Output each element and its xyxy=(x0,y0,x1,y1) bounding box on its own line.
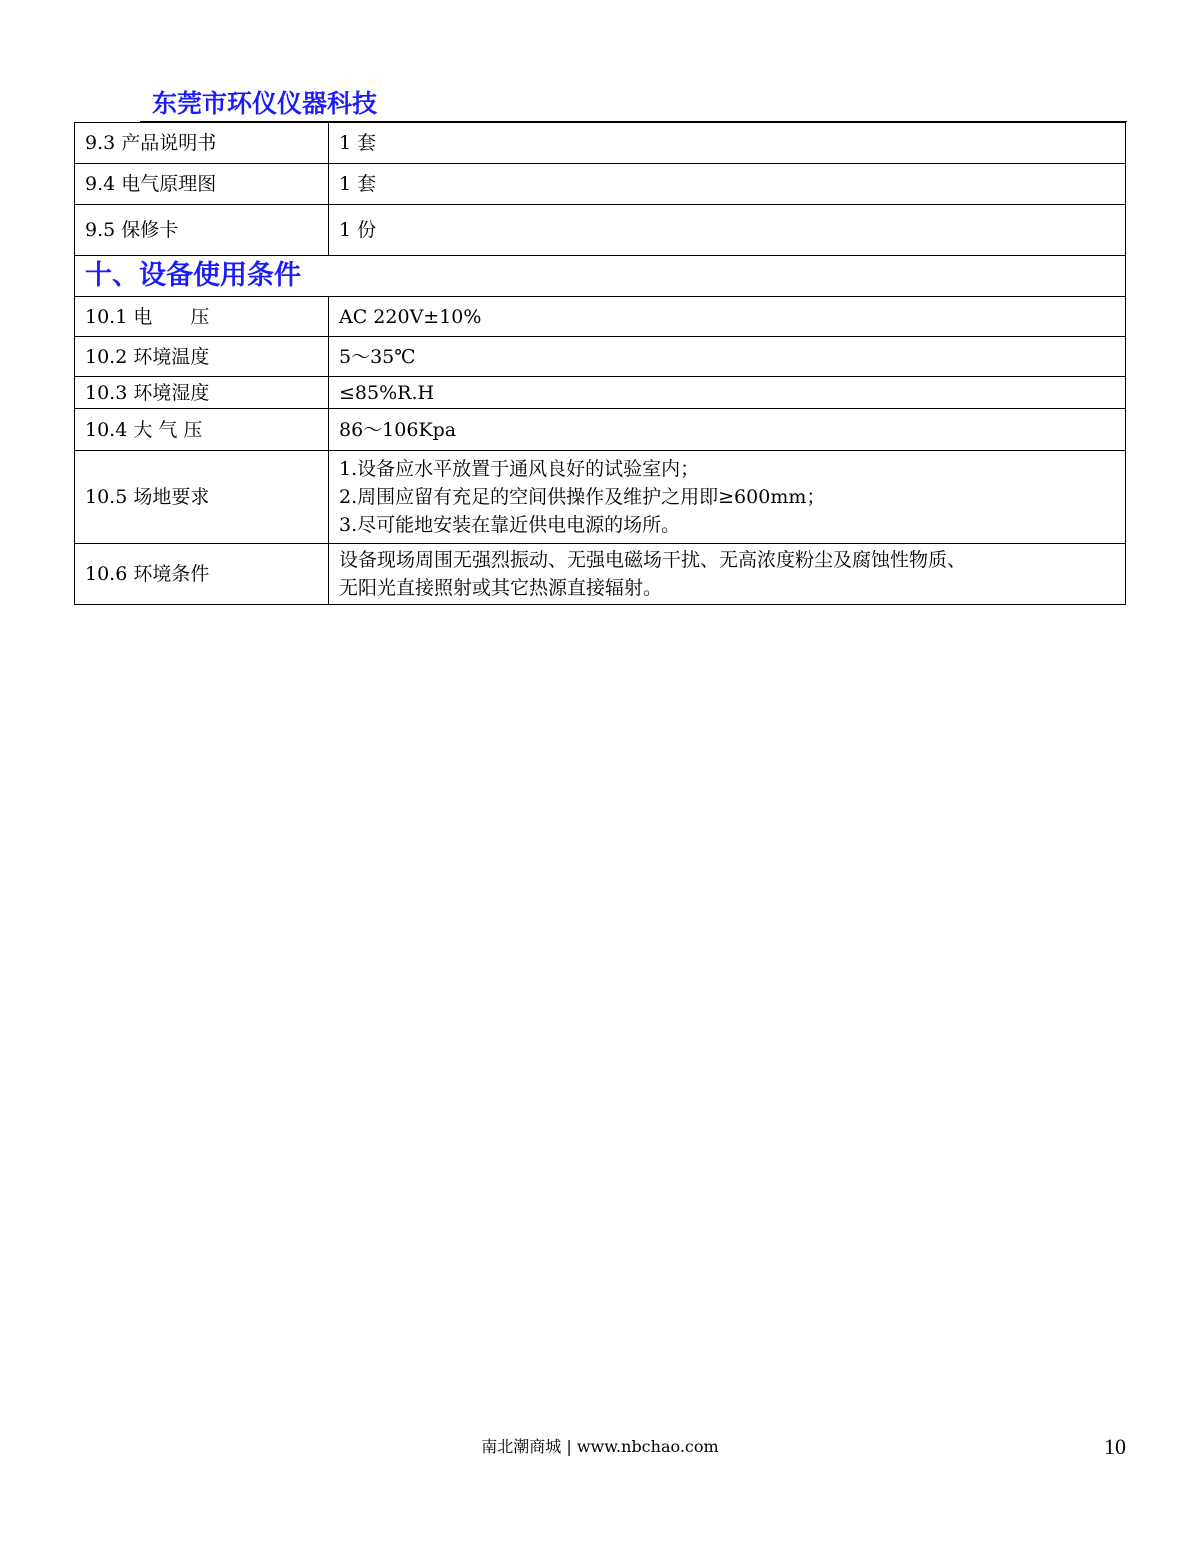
row-value: 1 套 xyxy=(329,123,1126,164)
table-row xyxy=(75,123,1126,164)
row-label: 10.3 环境湿度 xyxy=(75,377,329,409)
row-label: 10.4 大 气 压 xyxy=(75,409,329,451)
requirement-line: 2.周围应留有充足的空间供操作及维护之用即≥600mm； xyxy=(339,486,826,508)
page-number: 10 xyxy=(1104,1434,1126,1459)
row-label: 9.3 产品说明书 xyxy=(75,123,329,164)
spec-table xyxy=(74,122,1126,605)
row-label: 9.4 电气原理图 xyxy=(75,164,329,205)
row-value: 1 份 xyxy=(329,205,1126,256)
row-value: 1 套 xyxy=(329,164,1126,205)
environment-line: 无阳光直接照射或其它热源直接辐射。 xyxy=(339,577,663,599)
row-value: 86～106Kpa xyxy=(329,409,1126,451)
row-value: AC 220V±10% xyxy=(329,297,1126,337)
row-value xyxy=(329,544,1126,605)
row-value xyxy=(329,451,1126,544)
requirement-line: 1.设备应水平放置于通风良好的试验室内； xyxy=(339,458,700,480)
environment-line: 设备现场周围无强烈振动、无强电磁场干扰、无高浓度粉尘及腐蚀性物质、 xyxy=(339,549,967,571)
row-label: 10.5 场地要求 xyxy=(75,451,329,544)
table-row xyxy=(75,451,1126,544)
requirement-line: 3.尽可能地安装在靠近供电电源的场所。 xyxy=(339,514,681,536)
row-label: 10.6 环境条件 xyxy=(75,544,329,605)
section-row xyxy=(75,256,1126,297)
table-row xyxy=(75,205,1126,256)
table-row xyxy=(75,377,1126,409)
footer-text: 南北潮商城 | www.nbchao.com xyxy=(481,1437,719,1456)
company-header: 东莞市环仪仪器科技 xyxy=(152,89,378,118)
row-value: 5～35℃ xyxy=(329,337,1126,377)
table-row xyxy=(75,409,1126,451)
row-value: ≤85%R.H xyxy=(329,377,1126,409)
row-label: 9.5 保修卡 xyxy=(75,205,329,256)
row-label: 10.2 环境温度 xyxy=(75,337,329,377)
section-title: 十、设备使用条件 xyxy=(75,256,1126,297)
table-row xyxy=(75,297,1126,337)
row-label: 10.1 电 压 xyxy=(75,297,329,337)
table-row xyxy=(75,337,1126,377)
table-row xyxy=(75,164,1126,205)
table-row xyxy=(75,544,1126,605)
